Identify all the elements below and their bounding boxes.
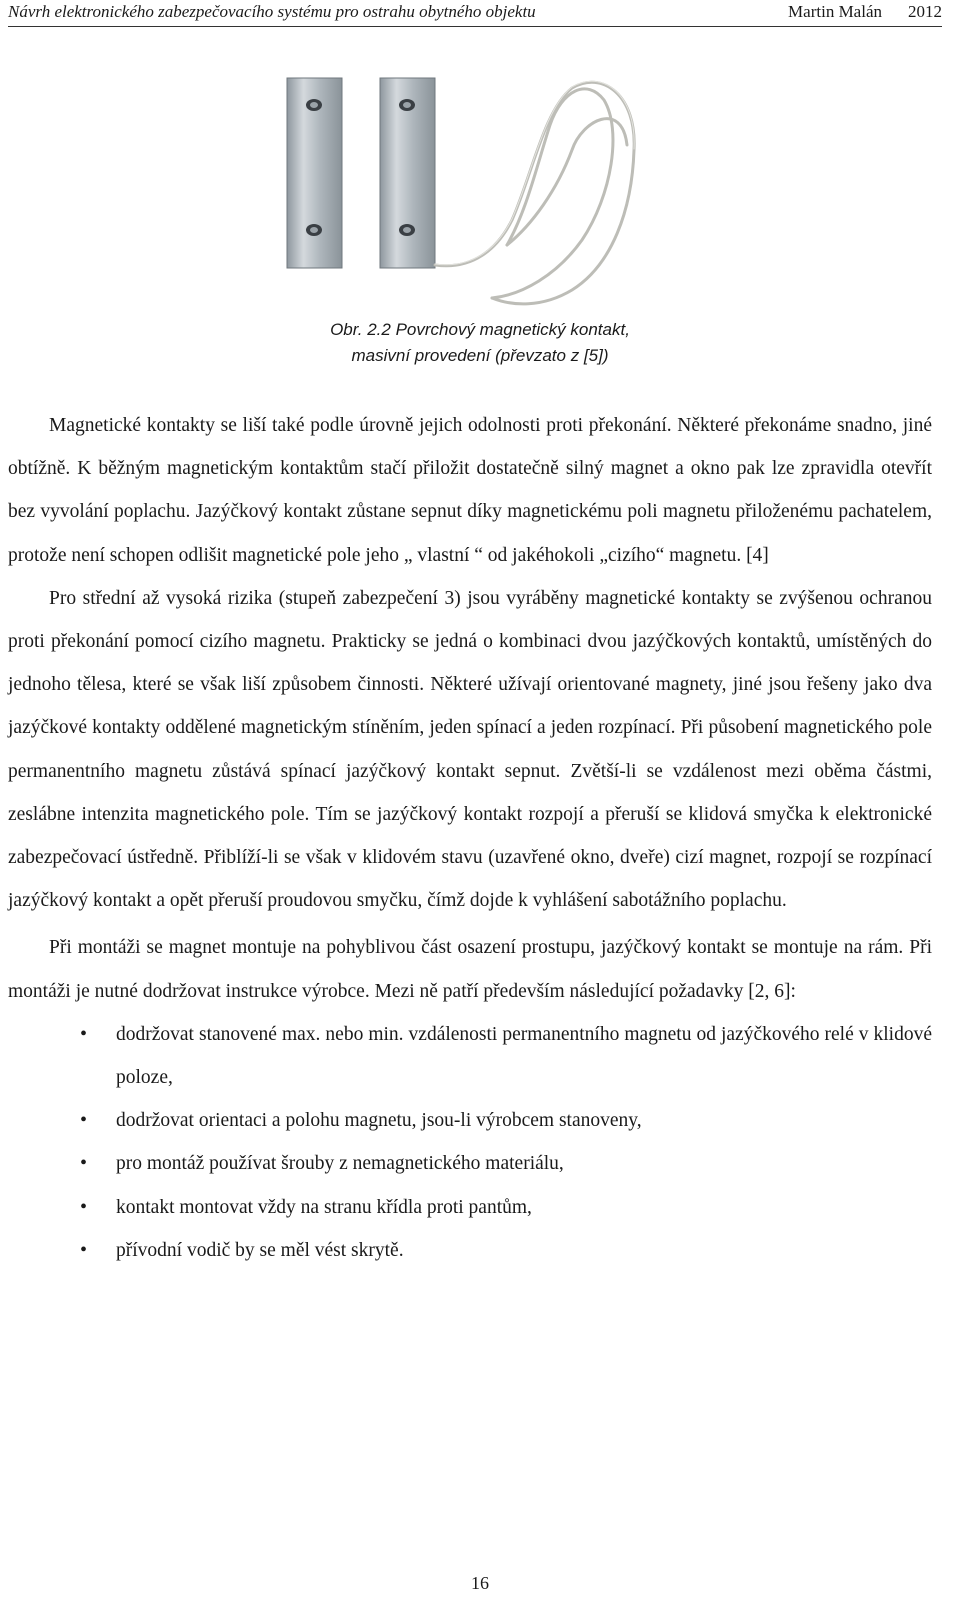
page-number: 16: [471, 1573, 489, 1593]
header-title: Návrh elektronického zabezpečovacího systému pro ostrahu obytného objektu: [8, 2, 536, 21]
bullet-icon: •: [80, 1238, 88, 1261]
list-item: • kontakt montovat vždy na stranu křídla proti pantům,: [8, 1186, 932, 1229]
bullet-icon: •: [80, 1152, 88, 1175]
caption-line-1: Obr. 2.2 Povrchový magnetický kontakt,: [330, 320, 630, 339]
magnetic-contact-photo: [282, 70, 662, 310]
header-author: Martin Malán: [788, 2, 882, 21]
paragraph-3: Při montáži se magnet montuje na pohyblivou část osazení prostupu, jazýčkový kontakt se montuje na rám. Při montáži je nutné dodržovat instrukce výrobce. Mezi ně patří především následující požadavky [2, 6]:: [8, 937, 932, 1002]
paragraph-2: Pro střední až vysoká rizika (stupeň zabezpečení 3) jsou vyráběny magnetické kontakty se zvýšenou ochranou proti překonání pomocí cizího magnetu. Prakticky se jedná o kombinaci dvou jazýčkových kontaktů, umístěných do jednoho tělesa, které se však liší způsobem činnosti. Některé užívají orientované magnety, jiné jsou řešeny jako dva jazýčkové kontakty oddělené magnetickým stíněním, jeden spínací a jeden rozpínací. Při působení magnetického pole permanentního magnetu zůstává spínací jazýčkový kontakt sepnut. Zvětší-li se vzdálenost mezi oběma částmi, zeslábne intenzita magnetického pole. Tím se jazýčkový kontakt rozpojí a přeruší se klidová smyčka k elektronické zabezpečovací ústředně. Přiblíží-li se však v klidovém stavu (uzavřené okno, dveře) cizí magnet, rozpojí se rozpínací jazýčkový kontakt a opět přeruší proudovou smyčku, čímž dojde k vyhlášení sabotážního poplachu.: [8, 587, 932, 912]
paragraph-1: Magnetické kontakty se liší také podle úrovně jejich odolnosti proti překonání. Některé překonáme snadno, jiné obtížně. K běžným magnetickým kontaktům stačí přiložit dostatečně silný magnet a okno pak lze zpravidla otevřít bez vyvolání poplachu. Jazýčkový kontakt zůstane sepnut díky magnetickému poli magnetu přiloženému pachatelem, protože není schopen odlišit magnetické pole jeho „ vlastní “ od jakéhokoli „cizího“ magnetu. [4]: [8, 415, 932, 566]
bullet-icon: •: [80, 1195, 88, 1218]
body-text: [8, 404, 932, 1272]
magnetic-contact-figure: [282, 70, 662, 310]
bullet-icon: •: [80, 1109, 88, 1132]
list-item: • dodržovat stanovené max. nebo min. vzdálenosti permanentního magnetu od jazýčkového relé v klidové poloze,: [8, 1013, 932, 1099]
header-year: 2012: [908, 2, 942, 21]
page-header: [8, 0, 942, 27]
caption-line-2: masivní provedení (převzato z [5]): [351, 346, 609, 365]
bullet-icon: •: [80, 1022, 88, 1045]
requirements-list: [8, 1013, 932, 1272]
list-item: • pro montáž používat šrouby z nemagnetického materiálu,: [8, 1142, 932, 1185]
list-item: • dodržovat orientaci a polohu magnetu, jsou-li výrobcem stanoveny,: [8, 1099, 932, 1142]
figure-caption: [0, 317, 960, 369]
list-item: • přívodní vodič by se měl vést skrytě.: [8, 1229, 932, 1272]
